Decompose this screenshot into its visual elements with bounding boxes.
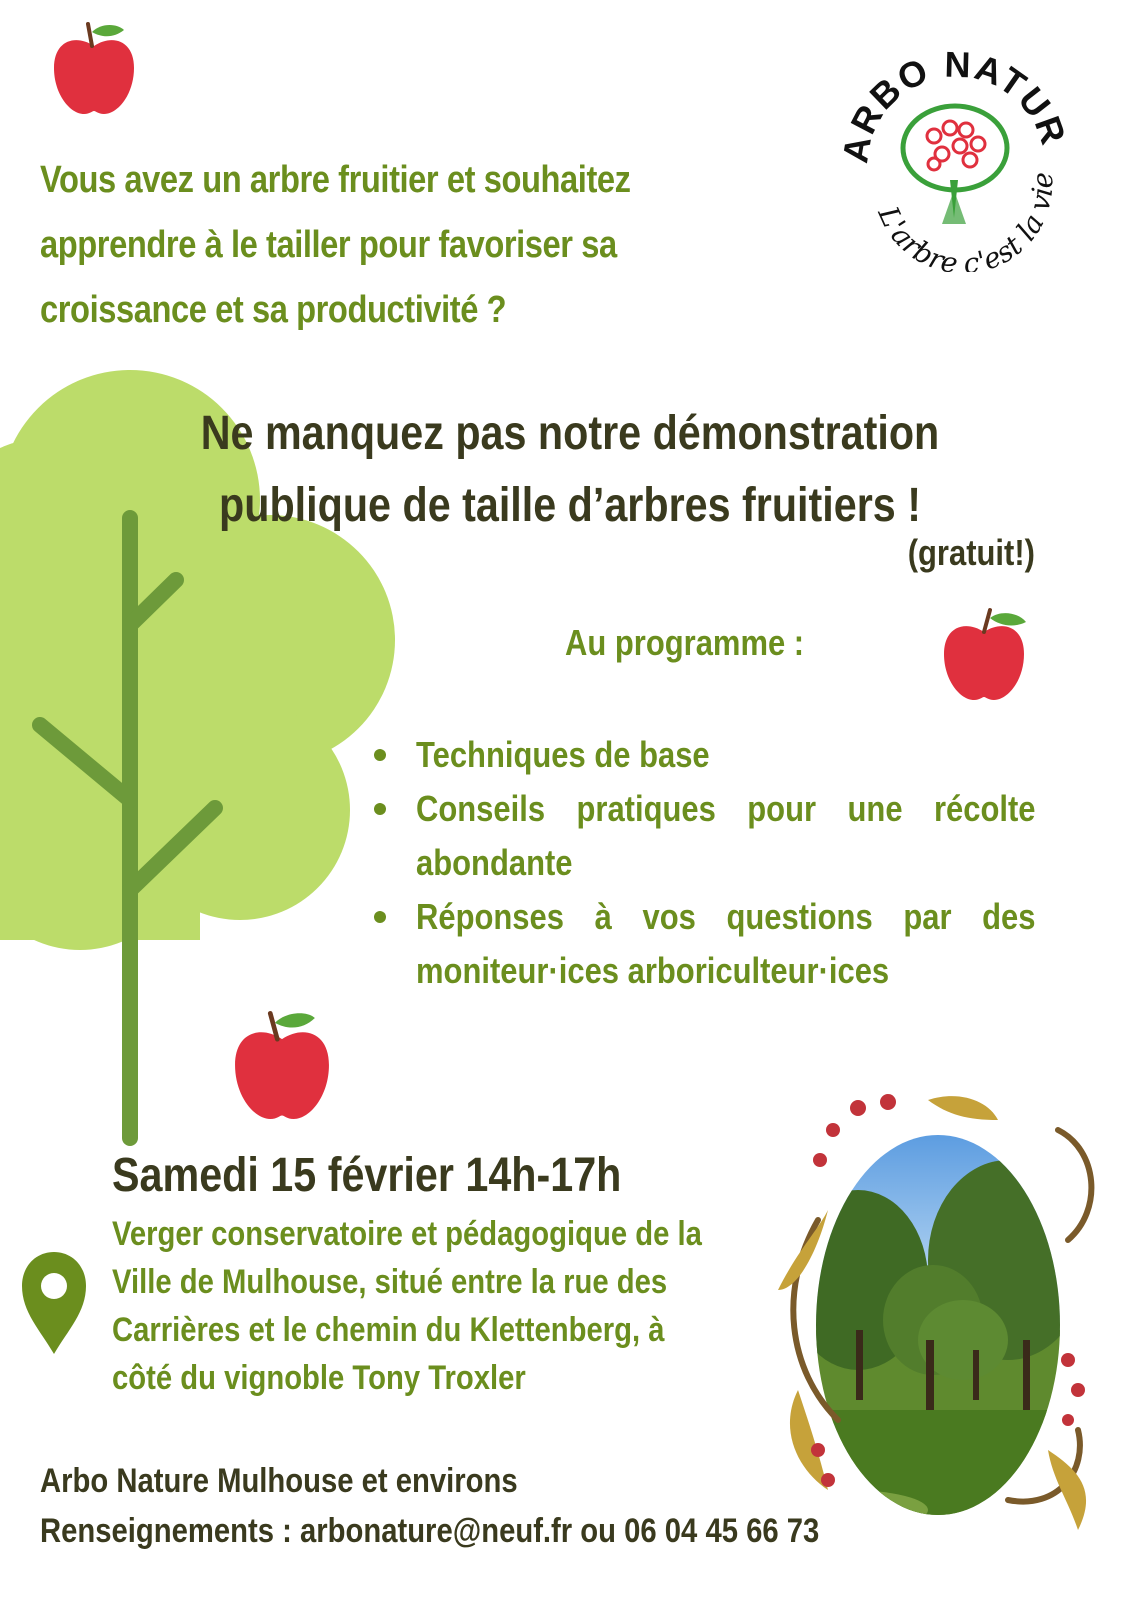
svg-text:L'arbre c'est la vie — [871, 171, 1059, 272]
intro-line: croissance et sa productivité ? — [40, 289, 507, 331]
logo-tree-icon — [903, 106, 1007, 224]
list-item — [372, 728, 1037, 782]
apple-icon — [48, 18, 140, 118]
intro-line: Vous avez un arbre fruitier et souhaitez — [40, 159, 631, 201]
intro-question — [40, 148, 800, 343]
orchard-photo — [758, 1090, 1108, 1550]
location-line: Verger conservatoire et pédagogique de la — [112, 1215, 702, 1253]
headline-line: Ne manquez pas notre démonstration — [200, 407, 940, 460]
organization-name: Arbo Nature Mulhouse et environs — [40, 1462, 518, 1500]
apple-icon — [938, 604, 1030, 704]
contact-info: Renseignements : arbonature@neuf.fr ou 06 04 45 66 73 — [40, 1512, 820, 1550]
logo-top-text: ARBO NATUR — [838, 43, 1070, 166]
location-pin-icon — [20, 1250, 88, 1358]
list-item — [372, 782, 1037, 890]
program-item-text: Techniques de base — [416, 734, 710, 775]
program-list — [372, 728, 1037, 998]
free-note: (gratuit!) — [907, 532, 1035, 573]
bullet-icon — [374, 911, 386, 923]
apple-icon — [228, 1006, 336, 1124]
bullet-icon — [374, 803, 386, 815]
program-title: Au programme : — [565, 622, 805, 663]
event-date: Samedi 15 février 14h-17h — [112, 1149, 622, 1202]
logo — [838, 40, 1070, 272]
headline — [120, 398, 1020, 542]
program-item-text: Conseils pratiques pour une récolte abondante — [416, 788, 1036, 883]
location-line: Carrières et le chemin du Klettenberg, à — [112, 1311, 665, 1349]
headline-line: publique de taille d’arbres fruitiers ! — [219, 479, 921, 532]
location-line: Ville de Mulhouse, situé entre la rue des — [112, 1263, 668, 1301]
intro-line: apprendre à le tailler pour favoriser sa — [40, 224, 617, 266]
logo-bottom-text: L'arbre c'est la vie — [871, 171, 1060, 272]
event-location — [112, 1210, 792, 1402]
location-line: côté du vignoble Tony Troxler — [112, 1359, 526, 1397]
list-item — [372, 890, 1037, 998]
bullet-icon — [374, 749, 386, 761]
program-item-text: Réponses à vos questions par des moniteur·ices arboriculteur·ices — [416, 896, 1036, 991]
